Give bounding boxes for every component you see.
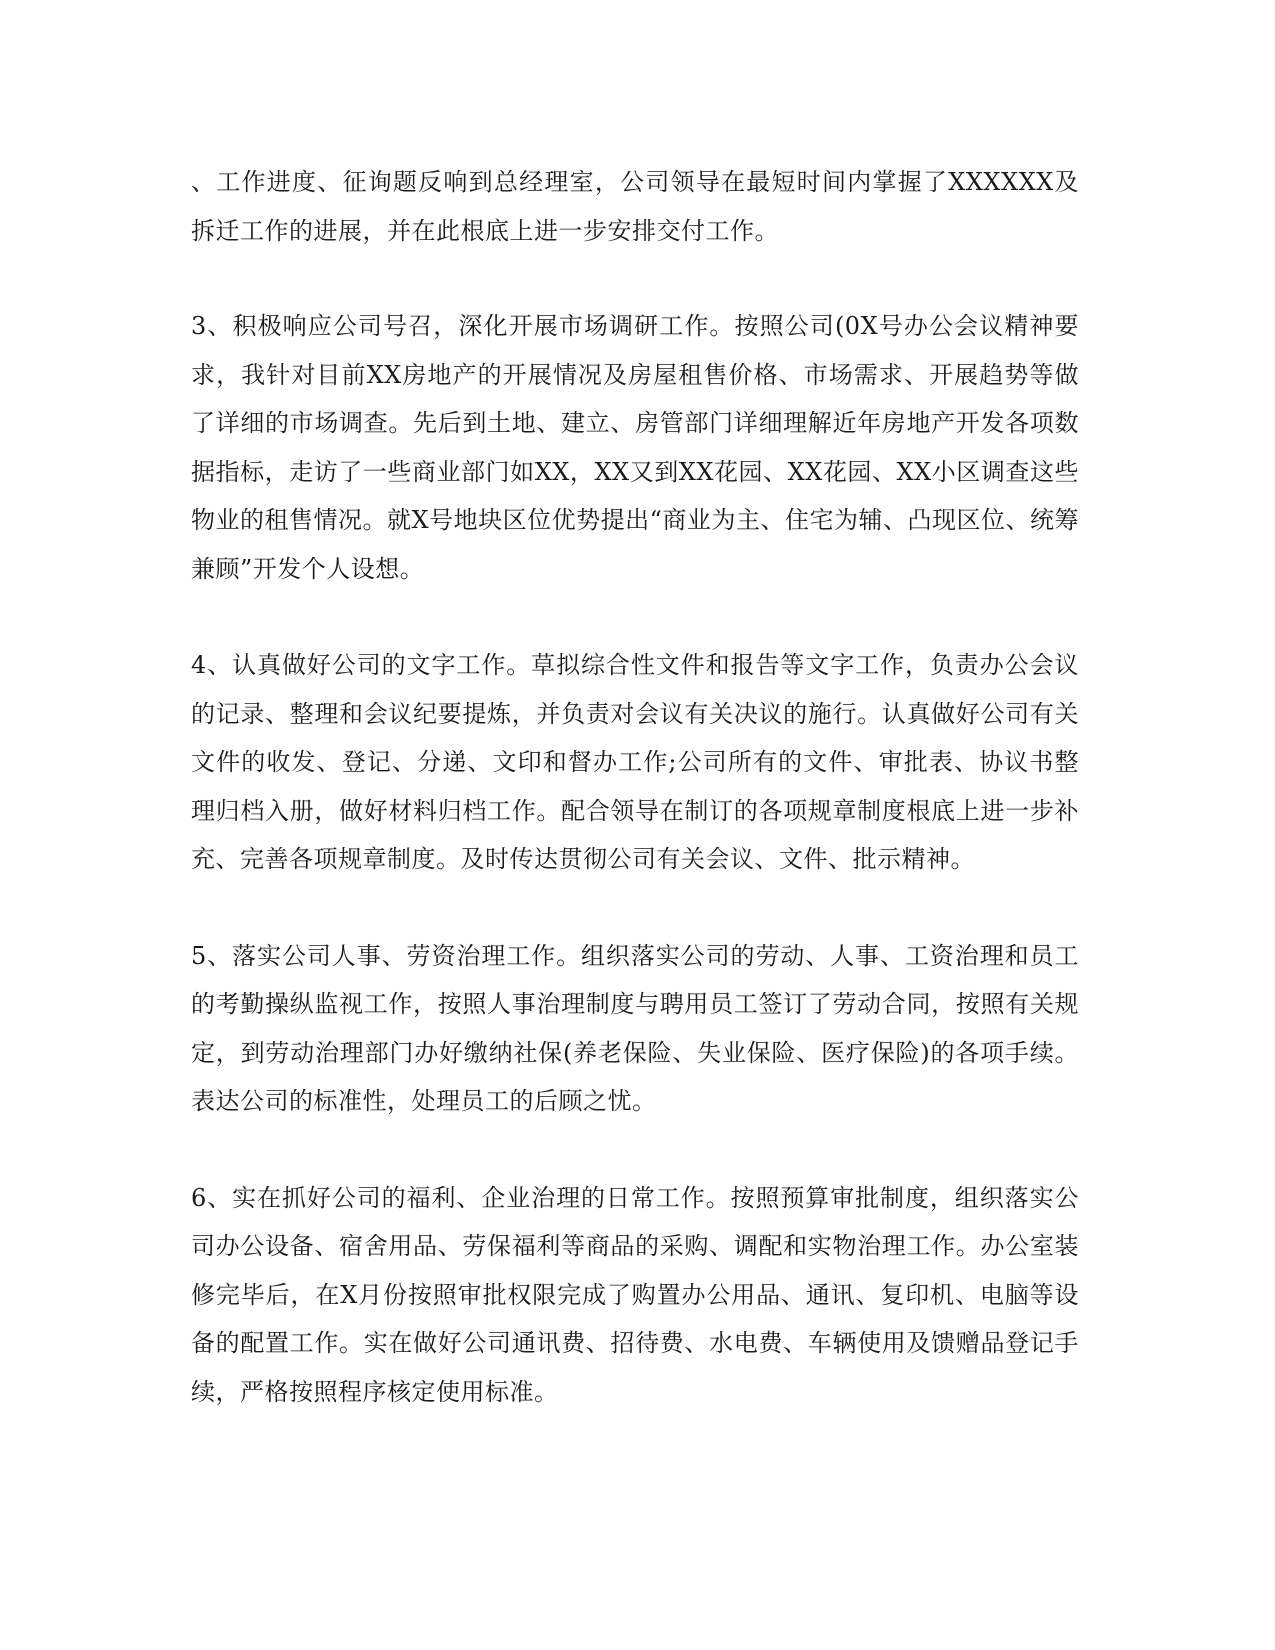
document-body [191, 158, 1079, 1464]
paragraph-5-personnel: 5、落实公司人事、劳资治理工作。组织落实公司的劳动、人事、工资治理和员工的考勤操纵监视工作，按照人事治理制度与聘用员工签订了劳动合同，按照有关规定，到劳动治理部门办好缴纳社保(养老保险、失业保险、医疗保险)的各项手续。表达公司的标准性，处理员工的后顾之忧。 [191, 941, 1079, 1115]
paragraph-6-welfare: 6、实在抓好公司的福利、企业治理的日常工作。按照预算审批制度，组织落实公司办公设备、宿舍用品、劳保福利等商品的采购、调配和实物治理工作。办公室装修完毕后，在X月份按照审批权限完成了购置办公用品、通讯、复印机、电脑等设备的配置工作。实在做好公司通讯费、招待费、水电费、车辆使用及馈赠品登记手续，严格按照程序核定使用标准。 [191, 1183, 1079, 1406]
paragraph-4-document-work: 4、认真做好公司的文字工作。草拟综合性文件和报告等文字工作，负责办公会议的记录、整理和会议纪要提炼，并负责对会议有关决议的施行。认真做好公司有关文件的收发、登记、分递、文印和督办工作;公司所有的文件、审批表、协议书整理归档入册，做好材料归档工作。配合领导在制订的各项规章制度根底上进一步补充、完善各项规章制度。及时传达贯彻公司有关会议、文件、批示精神。 [191, 651, 1079, 873]
paragraph-continuation: 、工作进度、征询题反响到总经理室，公司领导在最短时间内掌握了XXXXXX及拆迁工作的进展，并在此根底上进一步安排交付工作。 [191, 168, 1079, 245]
paragraph-3-market-research: 3、积极响应公司号召，深化开展市场调研工作。按照公司(0X号办公会议精神要求，我针对目前XX房地产的开展情况及房屋租售价格、市场需求、开展趋势等做了详细的市场调查。先后到土地、建立、房管部门详细理解近年房地产开发各项数据指标，走访了一些商业部门如XX，XX又到XX花园、XX花园、XX小区调查这些物业的租售情况。就X号地块区位优势提出“商业为主、住宅为辅、凸现区位、统筹兼顾”开发个人设想。 [191, 312, 1079, 583]
